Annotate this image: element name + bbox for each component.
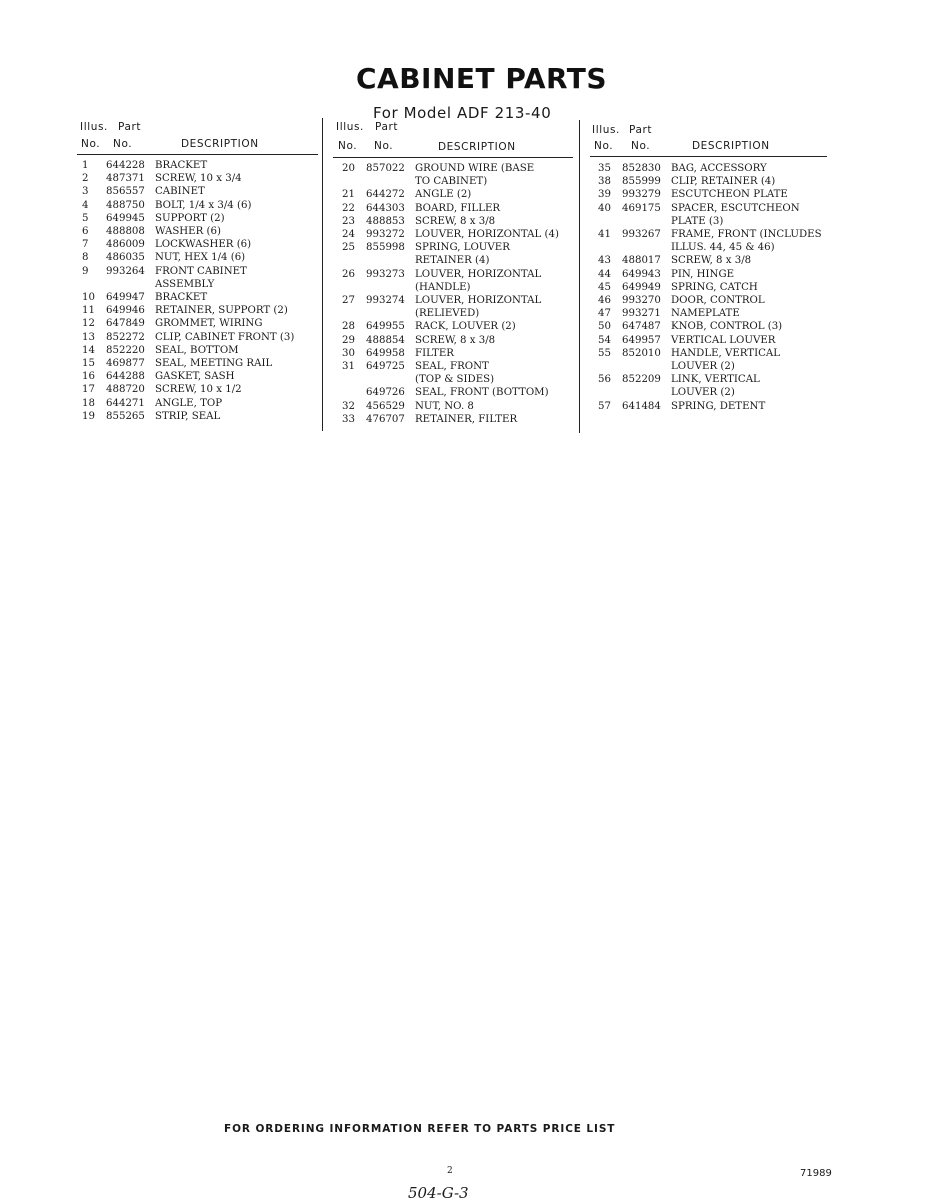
header-part: Part — [375, 121, 399, 133]
part-number: 649943 — [622, 268, 661, 280]
part-number: 993271 — [622, 308, 661, 320]
part-description — [415, 334, 495, 347]
part-number: 486035 — [106, 252, 145, 264]
table-row — [598, 373, 822, 399]
description-line: CLIP, CABINET FRONT (3) — [155, 331, 295, 343]
description-line: LOUVER (2) — [671, 387, 735, 399]
table-row — [82, 357, 294, 370]
illus-number: 3 — [82, 186, 89, 198]
description-line: FRONT CABINET — [155, 265, 247, 277]
description-line: RETAINER, SUPPORT (2) — [155, 305, 288, 317]
description-line: SEAL, MEETING RAIL — [155, 358, 273, 370]
part-description — [155, 304, 288, 317]
table-row — [82, 225, 294, 238]
table-row — [82, 344, 294, 357]
document-number: 71989 — [800, 1168, 832, 1179]
illus-number: 32 — [342, 400, 355, 412]
parts-rows — [342, 162, 559, 426]
description-line: GROMMET, WIRING — [155, 318, 263, 330]
illus-number: 28 — [342, 321, 355, 333]
illus-number: 7 — [82, 239, 89, 251]
description-line: SCREW, 8 x 3/8 — [671, 255, 752, 267]
table-row — [342, 386, 559, 399]
part-description — [671, 294, 765, 307]
description-line: BOARD, FILLER — [415, 202, 501, 214]
header-rule — [77, 154, 318, 155]
table-row — [342, 202, 559, 215]
illus-number: 6 — [82, 226, 89, 238]
part-number: 647849 — [106, 318, 145, 330]
illus-number: 22 — [342, 202, 355, 214]
description-line: BRACKET — [155, 160, 208, 171]
illus-number — [342, 386, 366, 399]
part-description — [671, 228, 822, 254]
part-description — [155, 172, 242, 185]
table-row — [342, 215, 559, 228]
illus-number: 4 — [82, 199, 89, 211]
part-number: 852220 — [106, 344, 145, 356]
table-row — [598, 320, 822, 333]
part-description — [155, 212, 225, 225]
part-description — [671, 202, 800, 228]
part-number: 649945 — [106, 212, 145, 224]
table-row — [342, 188, 559, 201]
header-rule — [590, 156, 827, 157]
part-description — [671, 268, 734, 281]
parts-rows — [598, 162, 822, 413]
illus-number: 41 — [598, 229, 611, 241]
part-number: 488808 — [106, 226, 145, 238]
part-number: 855999 — [622, 176, 661, 188]
illus-number: 5 — [82, 212, 89, 224]
description-line: NUT, NO. 8 — [415, 400, 474, 412]
table-row — [598, 281, 822, 294]
part-description — [155, 185, 205, 198]
illus-number: 57 — [598, 400, 611, 412]
illus-number: 39 — [598, 189, 611, 201]
description-line: GASKET, SASH — [155, 371, 235, 383]
table-row — [598, 400, 822, 413]
handwritten-note: 504-G-3 — [408, 1184, 469, 1202]
illus-number: 40 — [598, 202, 611, 214]
illus-number: 43 — [598, 255, 611, 267]
part-number: 993273 — [366, 268, 405, 280]
part-number: 993272 — [366, 229, 405, 241]
part-number: 456529 — [366, 400, 405, 412]
table-row — [342, 162, 559, 188]
part-number: 855998 — [366, 242, 405, 254]
header-part: Part — [629, 124, 653, 136]
table-row — [342, 320, 559, 333]
part-number: 488750 — [106, 199, 145, 211]
description-line: TO CABINET) — [415, 176, 488, 188]
illus-number: 50 — [598, 321, 611, 333]
description-line: DOOR, CONTROL — [671, 295, 765, 307]
part-description — [415, 320, 516, 333]
description-line: SPACER, ESCUTCHEON — [671, 202, 800, 214]
illus-number: 23 — [342, 215, 355, 227]
illus-number: 12 — [82, 318, 95, 330]
part-number: 488853 — [366, 215, 405, 227]
part-number: 644228 — [106, 160, 145, 171]
table-row — [342, 228, 559, 241]
part-description — [155, 291, 207, 304]
description-line: SCREW, 10 x 1/2 — [155, 384, 242, 396]
description-line: SCREW, 8 x 3/8 — [415, 334, 496, 346]
part-description — [415, 268, 541, 294]
table-row — [82, 291, 294, 304]
description-line: RETAINER (4) — [415, 255, 490, 267]
table-row — [82, 317, 294, 330]
description-line: LOUVER, HORIZONTAL — [415, 268, 542, 280]
part-description — [671, 373, 760, 399]
header-description: DESCRIPTION — [692, 140, 770, 152]
part-number: 856557 — [106, 186, 145, 198]
table-row — [82, 212, 294, 225]
part-description — [155, 265, 247, 291]
table-row — [82, 172, 294, 185]
description-line: RACK, LOUVER (2) — [415, 321, 516, 333]
illus-number: 16 — [82, 371, 95, 383]
description-line: KNOB, CONTROL (3) — [671, 321, 783, 333]
illus-number: 27 — [342, 295, 355, 307]
part-number: 649955 — [366, 321, 405, 333]
part-number: 644288 — [106, 371, 145, 383]
part-number: 649947 — [106, 292, 145, 304]
table-row — [598, 228, 822, 254]
description-line: SCREW, 8 x 3/8 — [415, 215, 496, 227]
part-number: 649958 — [366, 347, 405, 359]
part-description — [671, 320, 782, 333]
header-description: DESCRIPTION — [438, 141, 516, 153]
illus-number: 44 — [598, 268, 611, 280]
header-part-no: No. — [631, 140, 651, 152]
part-description — [671, 254, 751, 267]
part-description — [671, 307, 740, 320]
part-number: 649957 — [622, 334, 661, 346]
part-description — [415, 162, 534, 188]
part-number: 993264 — [106, 265, 145, 277]
illus-number: 11 — [82, 305, 95, 317]
illus-number: 31 — [342, 361, 355, 373]
description-line: LOCKWASHER (6) — [155, 239, 252, 251]
description-line: ANGLE (2) — [415, 189, 472, 201]
column-divider — [322, 118, 323, 431]
header-description: DESCRIPTION — [181, 138, 259, 150]
part-number: 488017 — [622, 255, 661, 267]
illus-number: 29 — [342, 334, 355, 346]
header-illus-no: No. — [594, 140, 614, 152]
description-line: CABINET — [155, 186, 205, 198]
illus-number: 17 — [82, 384, 95, 396]
illus-number: 45 — [598, 281, 611, 293]
table-row — [82, 265, 294, 291]
header-illus: Illus. — [80, 121, 108, 133]
table-row — [598, 254, 822, 267]
description-line: ASSEMBLY — [155, 278, 215, 290]
part-description — [415, 413, 517, 426]
part-number: 993274 — [366, 295, 405, 307]
table-row — [82, 397, 294, 410]
part-number: 649725 — [366, 361, 405, 373]
description-line: SPRING, LOUVER — [415, 242, 510, 254]
part-number: 469877 — [106, 358, 145, 370]
part-description — [155, 159, 207, 172]
description-line: SPRING, CATCH — [671, 281, 758, 293]
illus-number: 30 — [342, 347, 355, 359]
table-row — [82, 383, 294, 396]
description-line: PIN, HINGE — [671, 268, 735, 280]
illus-number: 19 — [82, 410, 95, 422]
part-number: 476707 — [366, 413, 405, 425]
table-row — [598, 334, 822, 347]
illus-number: 47 — [598, 308, 611, 320]
part-number: 852830 — [622, 163, 661, 174]
part-number: 488720 — [106, 384, 145, 396]
part-description — [155, 357, 272, 370]
illus-number: 2 — [82, 173, 89, 185]
part-description — [671, 162, 767, 175]
header-rule — [333, 157, 573, 158]
illus-number: 10 — [82, 292, 95, 304]
illus-number: 21 — [342, 189, 355, 201]
part-number: 641484 — [622, 400, 661, 412]
header-part-no: No. — [113, 138, 133, 150]
description-line: RETAINER, FILTER — [415, 413, 518, 425]
table-row — [342, 413, 559, 426]
part-description — [671, 281, 758, 294]
table-row — [82, 238, 294, 251]
description-line: (TOP & SIDES) — [415, 374, 495, 386]
description-line: SCREW, 10 x 3/4 — [155, 173, 242, 185]
illus-number: 46 — [598, 295, 611, 307]
description-line: LOUVER, HORIZONTAL — [415, 295, 542, 307]
part-number: 469175 — [622, 202, 661, 214]
part-number: 857022 — [366, 163, 405, 174]
illus-number: 35 — [598, 163, 611, 174]
table-row — [82, 410, 294, 423]
part-description — [415, 360, 494, 386]
part-description — [671, 400, 765, 413]
table-row — [342, 360, 559, 386]
table-row — [82, 251, 294, 264]
part-description — [155, 370, 235, 383]
model-subtitle: For Model ADF 213-40 — [373, 104, 552, 122]
illus-number: 14 — [82, 344, 95, 356]
header-illus-no: No. — [338, 140, 358, 152]
illus-number: 15 — [82, 358, 95, 370]
part-number: 644303 — [366, 202, 405, 214]
illus-number: 26 — [342, 268, 355, 280]
part-description — [155, 199, 251, 212]
part-description — [155, 344, 239, 357]
illus-number: 54 — [598, 334, 611, 346]
header-illus-no: No. — [81, 138, 101, 150]
table-row — [342, 334, 559, 347]
part-number: 852209 — [622, 374, 661, 386]
description-line: (RELIEVED) — [415, 308, 480, 320]
part-description — [155, 331, 294, 344]
part-number: 647487 — [622, 321, 661, 333]
part-number: 486009 — [106, 239, 145, 251]
header-part-no: No. — [374, 140, 394, 152]
description-line: FRAME, FRONT (INCLUDES — [671, 229, 822, 241]
table-row — [598, 188, 822, 201]
part-description — [671, 175, 775, 188]
table-row — [82, 370, 294, 383]
part-description — [415, 347, 454, 360]
part-number: 649946 — [106, 305, 145, 317]
description-line: PLATE (3) — [671, 215, 724, 227]
table-row — [598, 175, 822, 188]
part-description — [415, 400, 474, 413]
illus-number: 38 — [598, 176, 611, 188]
part-description — [155, 225, 221, 238]
parts-rows — [82, 159, 294, 423]
table-row — [82, 199, 294, 212]
description-line: HANDLE, VERTICAL — [671, 347, 781, 359]
page-title: CABINET PARTS — [356, 62, 608, 95]
illus-number: 55 — [598, 347, 611, 359]
description-line: LINK, VERTICAL — [671, 374, 760, 386]
part-description — [671, 188, 788, 201]
header-illus: Illus. — [592, 124, 620, 136]
illus-number: 20 — [342, 163, 355, 174]
part-description — [415, 188, 471, 201]
table-row — [342, 268, 559, 294]
illus-number: 9 — [82, 265, 89, 277]
part-number: 644271 — [106, 397, 145, 409]
description-line: LOUVER, HORIZONTAL (4) — [415, 229, 559, 241]
part-description — [415, 294, 541, 320]
column-divider — [579, 120, 580, 433]
part-description — [671, 334, 775, 347]
description-line: BAG, ACCESSORY — [671, 163, 767, 174]
illus-number: 25 — [342, 242, 355, 254]
description-line: WASHER (6) — [155, 226, 221, 238]
part-number: 649949 — [622, 281, 661, 293]
part-number: 649726 — [366, 387, 405, 399]
part-description — [155, 397, 222, 410]
description-line: (HANDLE) — [415, 281, 471, 293]
illus-number: 8 — [82, 252, 89, 264]
ordering-note: FOR ORDERING INFORMATION REFER TO PARTS PRICE LIST — [224, 1123, 616, 1135]
header-illus: Illus. — [336, 121, 364, 133]
description-line: BRACKET — [155, 292, 208, 304]
description-line: SUPPORT (2) — [155, 212, 225, 224]
description-line: SEAL, BOTTOM — [155, 344, 239, 356]
description-line: GROUND WIRE (BASE — [415, 163, 535, 174]
description-line: VERTICAL LOUVER — [671, 334, 776, 346]
description-line: SEAL, FRONT (BOTTOM) — [415, 387, 549, 399]
part-number: 855265 — [106, 410, 145, 422]
illus-number: 56 — [598, 374, 611, 386]
part-number: 644272 — [366, 189, 405, 201]
description-line: ESCUTCHEON PLATE — [671, 189, 788, 201]
description-line: BOLT, 1/4 x 3/4 (6) — [155, 199, 252, 211]
illus-number: 24 — [342, 229, 355, 241]
description-line: NUT, HEX 1/4 (6) — [155, 252, 246, 264]
description-line: ANGLE, TOP — [155, 397, 223, 409]
part-description — [415, 241, 510, 267]
part-number: 993267 — [622, 229, 661, 241]
page-number: 2 — [447, 1166, 453, 1176]
table-row — [82, 159, 294, 172]
table-row — [342, 294, 559, 320]
description-line: FILTER — [415, 347, 454, 359]
table-row — [82, 185, 294, 198]
part-number: 852272 — [106, 331, 145, 343]
table-row — [342, 400, 559, 413]
part-description — [155, 410, 220, 423]
description-line: SEAL, FRONT — [415, 361, 489, 373]
part-description — [155, 251, 245, 264]
part-number: 852010 — [622, 347, 661, 359]
table-row — [598, 307, 822, 320]
description-line: LOUVER (2) — [671, 361, 735, 373]
table-row — [598, 347, 822, 373]
part-number: 993279 — [622, 189, 661, 201]
part-number: 993270 — [622, 295, 661, 307]
part-description — [415, 386, 549, 399]
part-description — [155, 317, 262, 330]
description-line: SPRING, DETENT — [671, 400, 766, 412]
description-line: NAMEPLATE — [671, 308, 740, 320]
part-number: 487371 — [106, 173, 145, 185]
description-line: STRIP, SEAL — [155, 410, 221, 422]
table-row — [82, 304, 294, 317]
table-row — [598, 202, 822, 228]
table-row — [342, 347, 559, 360]
table-row — [82, 331, 294, 344]
part-description — [671, 347, 780, 373]
illus-number: 33 — [342, 413, 355, 425]
illus-number: 1 — [82, 160, 89, 171]
part-description — [155, 238, 251, 251]
description-line: ILLUS. 44, 45 & 46) — [671, 242, 775, 254]
part-description — [415, 202, 500, 215]
table-row — [598, 268, 822, 281]
part-description — [415, 215, 495, 228]
illus-number: 18 — [82, 397, 95, 409]
part-description — [415, 228, 559, 241]
illus-number: 13 — [82, 331, 95, 343]
header-part: Part — [118, 121, 142, 133]
table-row — [598, 162, 822, 175]
part-description — [155, 383, 242, 396]
table-row — [598, 294, 822, 307]
table-row — [342, 241, 559, 267]
description-line: CLIP, RETAINER (4) — [671, 176, 776, 188]
part-number: 488854 — [366, 334, 405, 346]
